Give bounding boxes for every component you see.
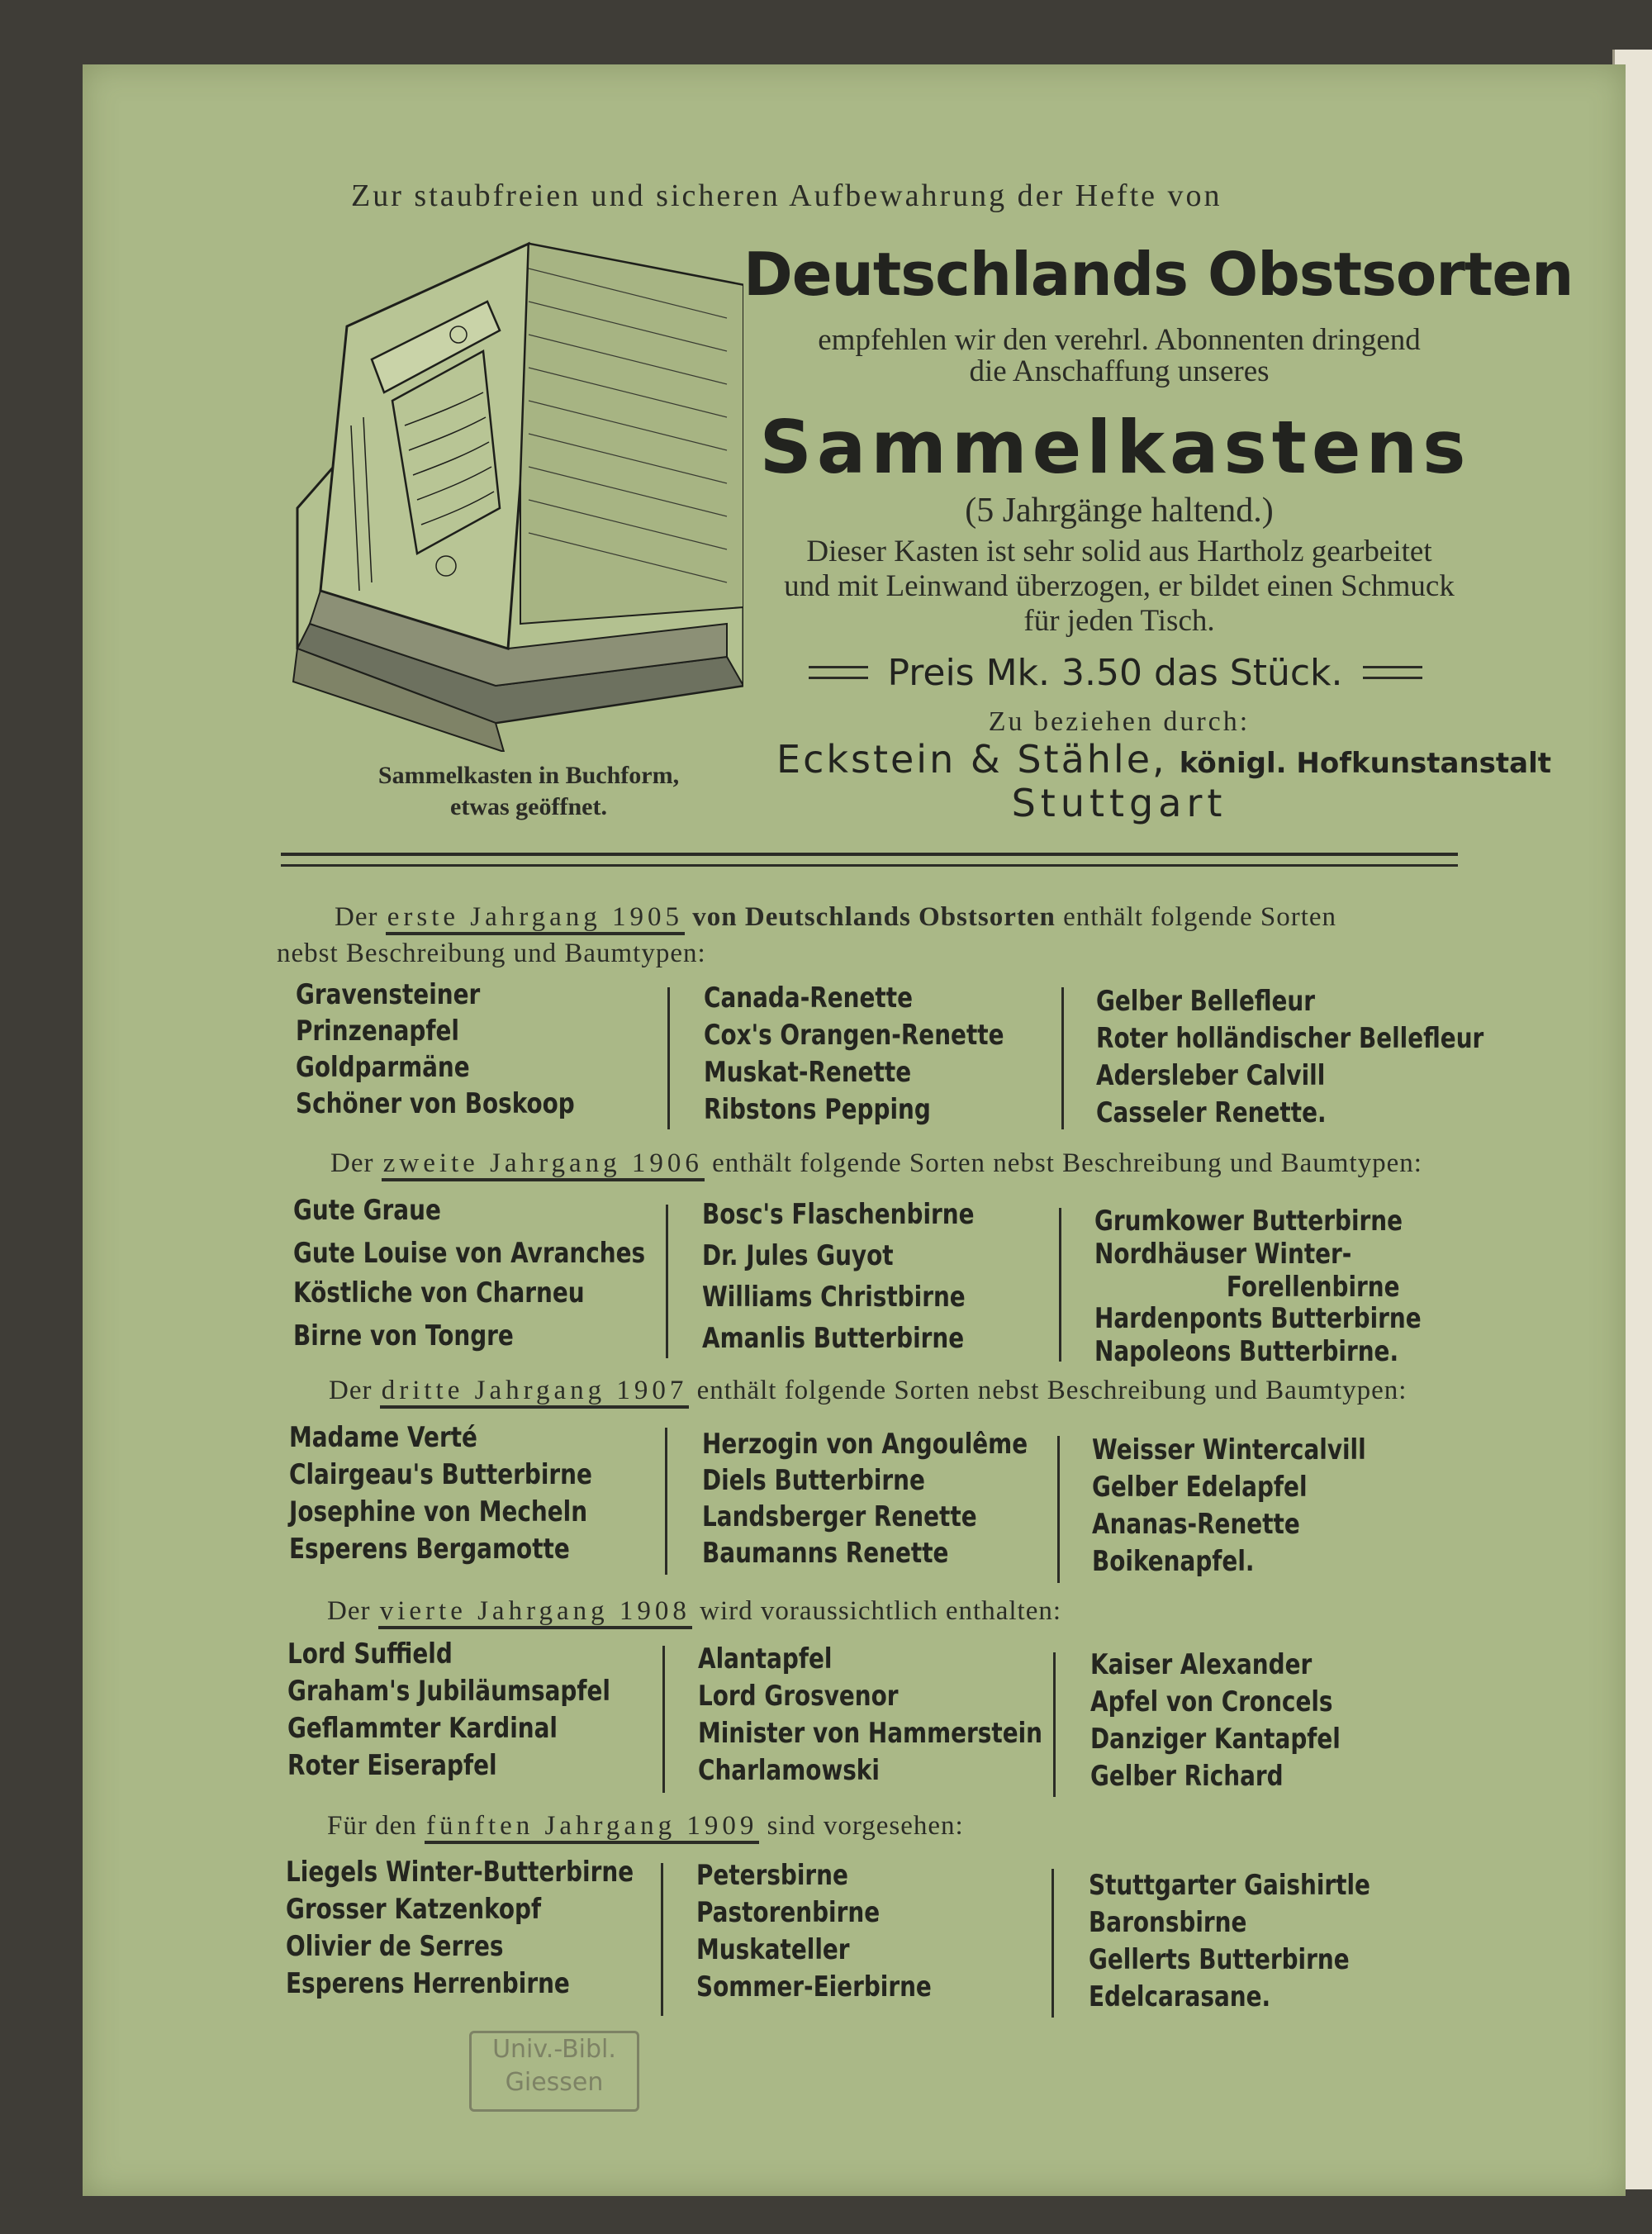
advert-line-1: empfehlen wir den verehrl. Abonnenten dringend [818, 323, 1421, 357]
column-divider [1057, 1436, 1060, 1583]
list-item: Gelber Edelapfel [1092, 1471, 1308, 1504]
year-1905-heading-line-2: nebst Beschreibung und Baumtypen: [277, 939, 706, 968]
year-rest-text: enthält folgende Sorten nebst Beschreibung und Baumtypen: [696, 1376, 1408, 1405]
year-rest-text: enthält folgende Sorten [1063, 902, 1337, 932]
section-rule-bottom [281, 864, 1458, 867]
list-item: Schöner von Boskoop [296, 1087, 575, 1120]
year-1908-col-2 [698, 1642, 1045, 1791]
publisher-city: Stuttgart [1011, 781, 1227, 825]
publisher-suffix: königl. Hofkunstanstalt [1179, 747, 1552, 780]
year-1905-col-3 [1096, 985, 1484, 1134]
list-item: Stuttgarter Gaishirtle [1089, 1869, 1370, 1902]
list-item: Prinzenapfel [296, 1015, 459, 1048]
year-1909-col-2 [696, 1859, 1043, 2008]
list-item: Gute Louise von Avranches [293, 1237, 646, 1270]
list-item: Gelber Richard [1090, 1760, 1284, 1793]
list-item: Grumkower Butterbirne [1094, 1205, 1403, 1238]
year-1908-heading [327, 1596, 1061, 1627]
list-item: Amanlis Butterbirne [702, 1322, 965, 1355]
list-item: Napoleons Butterbirne. [1094, 1335, 1399, 1368]
section-rule-top [281, 853, 1458, 856]
column-divider [665, 1428, 667, 1575]
publisher-line [776, 737, 1552, 782]
column-divider [1061, 987, 1064, 1129]
list-item: Canada-Renette [704, 982, 913, 1015]
year-prefix: Der [335, 902, 378, 932]
year-1908-col-3 [1090, 1648, 1470, 1797]
stamp-line-1: Univ.-Bibl. [492, 2035, 616, 2064]
year-1909-col-3 [1089, 1869, 1469, 2018]
column-divider [1051, 1869, 1054, 2018]
list-item: Ananas-Renette [1092, 1508, 1300, 1541]
price-text: Preis Mk. 3.50 das Stück. [887, 651, 1343, 694]
list-item: Birne von Tongre [293, 1319, 514, 1352]
advert-title: Deutschlands Obstsorten [743, 240, 1574, 309]
list-item: Nordhäuser Winter- [1094, 1238, 1352, 1271]
year-title: erste Jahrgang 1905 [386, 902, 685, 935]
list-item: Williams Christbirne [702, 1281, 966, 1314]
advert-line-2: die Anschaffung unseres [969, 354, 1270, 388]
column-divider [661, 1863, 663, 2016]
year-rest-text: enthält folgende Sorten nebst Beschreibung und Baumtypen: [712, 1148, 1422, 1178]
list-item: Esperens Bergamotte [289, 1533, 570, 1566]
list-item: Baronsbirne [1089, 1906, 1247, 1939]
year-prefix: Für den [327, 1811, 417, 1841]
year-1906-col-3 [1094, 1205, 1474, 1368]
list-item: Geflammter Kardinal [287, 1712, 558, 1745]
year-rest-text: wird voraussichtlich enthalten: [700, 1596, 1062, 1626]
list-item: Gelber Bellefleur [1096, 985, 1316, 1018]
list-item: Forellenbirne [1226, 1271, 1400, 1304]
year-1905-heading [335, 902, 1336, 933]
list-item: Minister von Hammerstein [698, 1717, 1043, 1750]
stamp-line-2: Giessen [505, 2068, 604, 2097]
list-item: Lord Suffield [287, 1637, 453, 1671]
list-item: Herzogin von Angoulême [702, 1428, 1028, 1461]
price-row [793, 648, 1437, 697]
list-item: Esperens Herrenbirne [286, 1967, 570, 2000]
list-item: Josephine von Mecheln [289, 1495, 588, 1528]
column-divider [662, 1646, 665, 1793]
obtain-text: Zu beziehen durch: [988, 706, 1251, 737]
list-item: Petersbirne [696, 1859, 848, 1892]
list-item: Danziger Kantapfel [1090, 1723, 1341, 1756]
list-item: Diels Butterbirne [702, 1464, 925, 1497]
year-prefix: Der [329, 1376, 373, 1405]
advert-desc-1: Dieser Kasten ist sehr solid aus Hartholz gearbeitet [806, 535, 1432, 568]
advert-intro: Zur staubfreien und sicheren Aufbewahrung der Hefte von [351, 178, 1222, 213]
list-item: Olivier de Serres [286, 1930, 504, 1963]
library-stamp [469, 2031, 639, 2112]
list-item: Graham's Jubiläumsapfel [287, 1675, 610, 1708]
advert-desc-2: und mit Leinwand überzogen, er bildet einen Schmuck [784, 569, 1455, 603]
list-item: Muskateller [696, 1933, 850, 1966]
column-divider [1059, 1208, 1061, 1362]
year-title: vierte Jahrgang 1908 [378, 1596, 692, 1629]
year-1906-col-1 [293, 1194, 657, 1359]
list-item: Kaiser Alexander [1090, 1648, 1313, 1681]
publisher-name: Eckstein & Stähle, [776, 737, 1167, 782]
list-item: Clairgeau's Butterbirne [289, 1458, 592, 1491]
list-item: Pastorenbirne [696, 1896, 881, 1929]
year-title: dritte Jahrgang 1907 [380, 1376, 690, 1409]
year-1906-heading [330, 1148, 1422, 1179]
list-item: Apfel von Croncels [1090, 1685, 1333, 1718]
price-rule-left [809, 666, 868, 679]
list-item: Baumanns Renette [702, 1537, 949, 1570]
list-item: Boikenapfel. [1092, 1545, 1255, 1578]
year-1909-heading [327, 1811, 964, 1842]
list-item: Muskat-Renette [704, 1056, 912, 1089]
list-item: Weisser Wintercalvill [1092, 1433, 1366, 1466]
book-box-illustration [281, 235, 743, 752]
list-item: Ribstons Pepping [704, 1093, 931, 1126]
list-item: Sommer-Eierbirne [696, 1970, 932, 2003]
year-1905-col-1 [296, 978, 659, 1124]
list-item: Adersleber Calvill [1096, 1059, 1326, 1092]
list-item: Gravensteiner [296, 978, 481, 1011]
advert-capacity: (5 Jahrgänge haltend.) [965, 492, 1274, 530]
column-divider [666, 1205, 668, 1358]
list-item: Casseler Renette. [1096, 1096, 1327, 1129]
list-item: Dr. Jules Guyot [702, 1239, 894, 1272]
year-1906-col-2 [702, 1198, 1049, 1363]
year-1905-col-2 [704, 982, 1051, 1130]
list-item: Gellerts Butterbirne [1089, 1943, 1350, 1976]
price-rule-right [1363, 666, 1422, 679]
column-divider [1053, 1652, 1056, 1797]
list-item: Liegels Winter-Butterbirne [286, 1856, 634, 1889]
list-item: Goldparmäne [296, 1051, 470, 1084]
year-1909-col-1 [286, 1856, 649, 2004]
year-1908-col-1 [287, 1637, 651, 1786]
list-item: Bosc's Flaschenbirne [702, 1198, 975, 1231]
year-prefix: Der [327, 1596, 371, 1626]
caption-line-1: Sammelkasten in Buchform, [377, 762, 680, 789]
list-item: Gute Graue [293, 1194, 441, 1227]
year-1907-col-2 [702, 1428, 1049, 1573]
advert-desc-3: für jeden Tisch. [1023, 604, 1215, 638]
list-item: Lord Grosvenor [698, 1680, 899, 1713]
year-rest-text: sind vorgesehen: [767, 1811, 964, 1841]
list-item: Edelcarasane. [1089, 1980, 1271, 2013]
list-item: Hardenponts Butterbirne [1094, 1302, 1422, 1335]
book-caption [330, 760, 727, 823]
list-item: Charlamowski [698, 1754, 880, 1787]
list-item: Madame Verté [289, 1421, 477, 1454]
list-item: Roter holländischer Bellefleur [1096, 1022, 1484, 1055]
year-title: zweite Jahrgang 1906 [382, 1148, 705, 1181]
list-item: Landsberger Renette [702, 1500, 977, 1533]
column-divider [667, 987, 670, 1129]
list-item: Roter Eiserapfel [287, 1749, 497, 1782]
year-title: fünften Jahrgang 1909 [425, 1811, 759, 1844]
year-1907-col-1 [289, 1421, 653, 1570]
year-prefix: Der [330, 1148, 374, 1178]
caption-line-2: etwas geöffnet. [450, 793, 607, 820]
year-bold-text: von Deutschlands Obstsorten [692, 902, 1056, 932]
advert-product: Sammelkastens [759, 405, 1471, 490]
list-item: Köstliche von Charneu [293, 1276, 585, 1310]
list-item: Grosser Katzenkopf [286, 1893, 542, 1926]
list-item: Alantapfel [698, 1642, 833, 1676]
year-1907-heading [329, 1376, 1407, 1406]
year-1907-col-3 [1092, 1433, 1472, 1582]
list-item: Cox's Orangen-Renette [704, 1019, 1004, 1052]
